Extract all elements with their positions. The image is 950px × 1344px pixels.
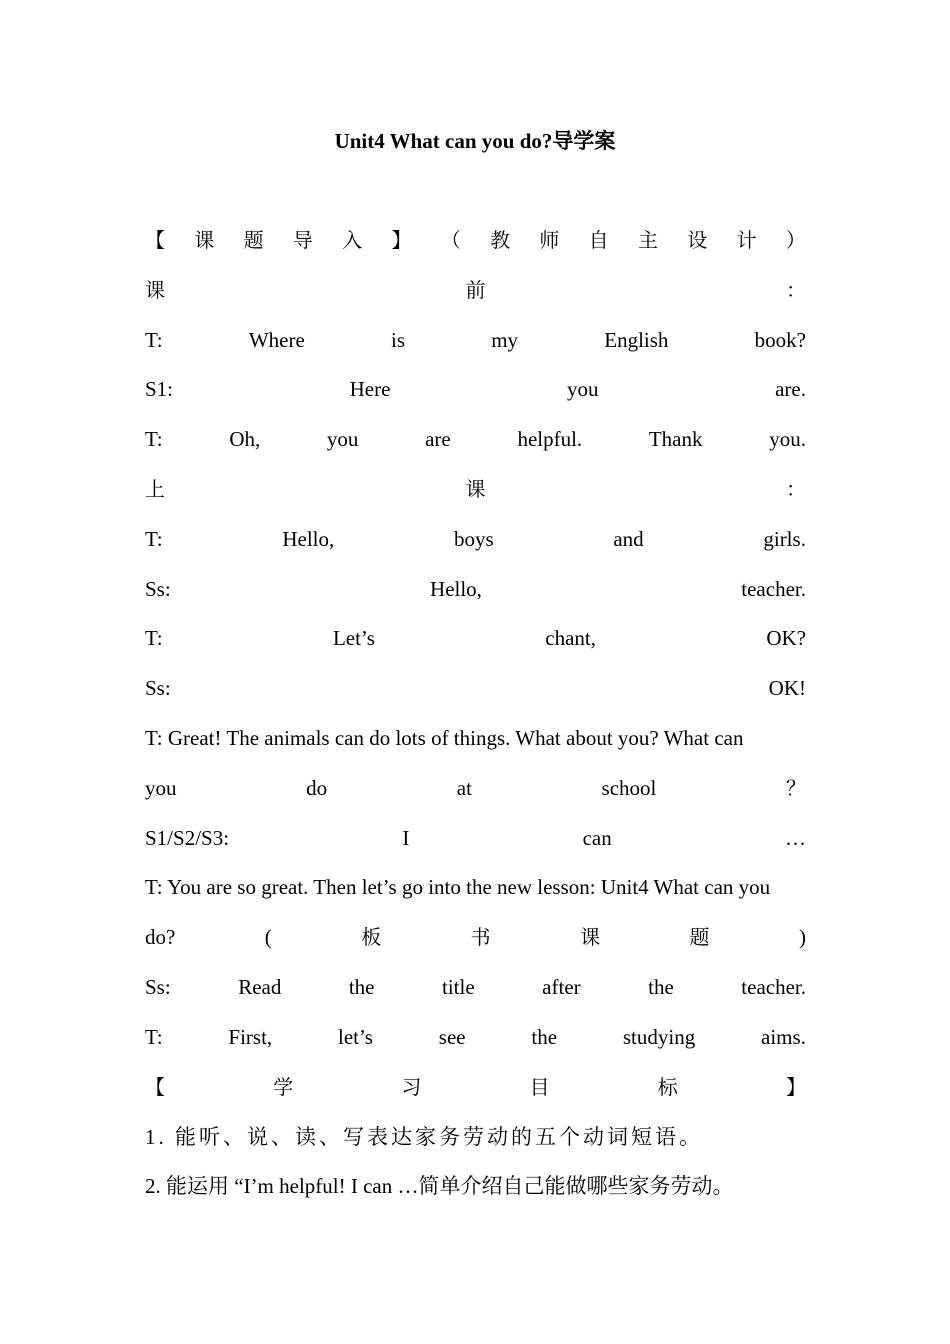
text-line xyxy=(145,1022,806,1052)
word: Oh, xyxy=(229,427,261,451)
word: Hello, xyxy=(282,527,335,551)
word: see xyxy=(438,1025,466,1049)
text-line xyxy=(145,1072,806,1102)
word: 主 xyxy=(637,228,658,252)
text-line xyxy=(145,673,806,703)
word: T: xyxy=(145,427,163,451)
word: ： xyxy=(786,278,806,302)
word: S1: xyxy=(145,377,174,401)
word: 设 xyxy=(687,228,708,252)
word: Here xyxy=(349,377,391,401)
word: Read xyxy=(238,975,282,999)
word: 课 xyxy=(580,925,601,949)
word: ) xyxy=(798,925,806,949)
text-line xyxy=(145,325,806,355)
text-line xyxy=(145,623,806,653)
word: helpful. xyxy=(517,427,583,451)
word: do? xyxy=(145,925,176,949)
word: OK! xyxy=(768,676,806,700)
word: after xyxy=(542,975,581,999)
text-line xyxy=(145,773,806,803)
word: ( xyxy=(264,925,272,949)
text-line xyxy=(145,872,806,902)
objective-2: 2. 能运用 “I’m helpful! I can …简单介绍自己能做哪些家务劳动。 xyxy=(145,1174,734,1198)
word: 目 xyxy=(529,1075,550,1099)
word: 题 xyxy=(689,925,710,949)
word: 习 xyxy=(401,1075,422,1099)
word: can xyxy=(582,826,612,850)
word: Ss: xyxy=(145,975,171,999)
word: at xyxy=(456,776,472,800)
word: ） xyxy=(785,228,806,252)
word: you xyxy=(567,377,599,401)
word: the xyxy=(348,975,375,999)
word: chant, xyxy=(545,626,597,650)
word: 上 xyxy=(145,477,165,501)
word: 前 xyxy=(465,278,486,302)
word: Ss: xyxy=(145,676,171,700)
text-line xyxy=(145,474,806,504)
text-line xyxy=(145,275,806,305)
word: T: xyxy=(145,328,163,352)
word: I xyxy=(402,826,410,850)
word: 】 xyxy=(785,1075,806,1099)
word: ？ xyxy=(785,776,806,800)
word: T: You are so great. Then let’s go into the new lesson: Unit4 What can you xyxy=(145,875,771,899)
text-line xyxy=(145,972,806,1002)
word: T: xyxy=(145,1025,163,1049)
word: 板 xyxy=(361,925,382,949)
text-line xyxy=(145,524,806,554)
word: is xyxy=(391,328,406,352)
word: Where xyxy=(248,328,305,352)
word: Hello, xyxy=(430,577,482,601)
text-line xyxy=(145,424,806,454)
word: girls. xyxy=(763,527,806,551)
text-line xyxy=(145,374,806,404)
text-line xyxy=(145,574,806,604)
text-line xyxy=(145,823,806,853)
document-title: Unit4 What can you do?导学案 xyxy=(334,129,616,153)
word: book? xyxy=(754,328,806,352)
word: 师 xyxy=(539,228,560,252)
word: （ xyxy=(440,228,461,252)
word: 【 xyxy=(145,1075,165,1099)
word: … xyxy=(785,826,806,850)
word: 学 xyxy=(273,1075,294,1099)
word: and xyxy=(613,527,644,551)
word: 导 xyxy=(292,228,313,252)
word: 入 xyxy=(342,228,363,252)
word: boys xyxy=(453,527,494,551)
word: 课 xyxy=(194,228,215,252)
word: Let’s xyxy=(332,626,375,650)
word: teacher. xyxy=(741,577,806,601)
word: 计 xyxy=(736,228,757,252)
text-line xyxy=(145,922,806,952)
word: aims. xyxy=(761,1025,806,1049)
word: you xyxy=(145,776,177,800)
word: 】 xyxy=(391,228,412,252)
word: let’s xyxy=(337,1025,373,1049)
word: you. xyxy=(769,427,806,451)
word: studying xyxy=(622,1025,696,1049)
word: OK? xyxy=(766,626,806,650)
word: the xyxy=(531,1025,558,1049)
word: S1/S2/S3: xyxy=(145,826,230,850)
word: 书 xyxy=(470,925,491,949)
word: 【 xyxy=(145,228,165,252)
word: teacher. xyxy=(741,975,806,999)
word: 课 xyxy=(145,278,165,302)
objective-1: 1. 能听、说、读、写表达家务劳动的五个动词短语。 xyxy=(145,1125,703,1149)
word: ： xyxy=(786,477,806,501)
word: 题 xyxy=(243,228,264,252)
word: 自 xyxy=(588,228,609,252)
word: T: xyxy=(145,626,163,650)
text-line xyxy=(145,723,806,753)
word: 教 xyxy=(490,228,511,252)
word: 课 xyxy=(465,477,486,501)
word: do xyxy=(306,776,328,800)
word: school xyxy=(601,776,657,800)
word: are. xyxy=(775,377,806,401)
word: First, xyxy=(228,1025,273,1049)
text-line xyxy=(145,225,806,255)
word: are xyxy=(425,427,451,451)
word: T: Great! The animals can do lots of things. What about you? What can xyxy=(145,726,744,750)
word: T: xyxy=(145,527,163,551)
word: Ss: xyxy=(145,577,171,601)
word: English xyxy=(604,328,669,352)
word: Thank xyxy=(648,427,703,451)
word: the xyxy=(648,975,674,999)
word: 标 xyxy=(657,1075,678,1099)
word: you xyxy=(326,427,359,451)
word: title xyxy=(442,975,475,999)
word: my xyxy=(491,328,519,352)
